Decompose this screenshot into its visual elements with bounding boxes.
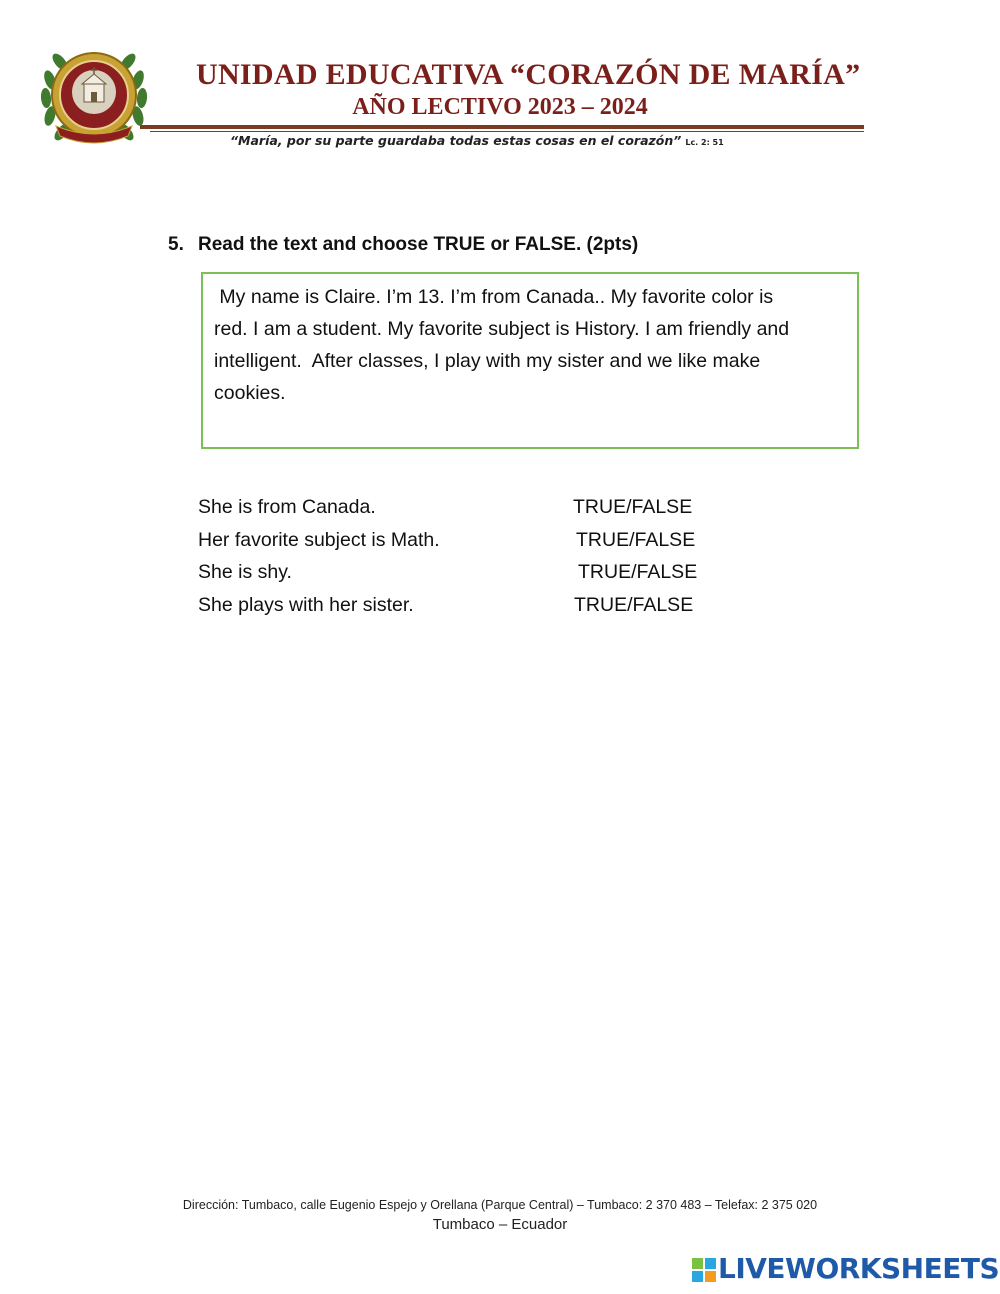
liveworksheets-icon [692,1258,716,1282]
exercise-number: 5. [168,234,184,255]
true-false-choice[interactable]: TRUE/FALSE [578,561,698,583]
reading-passage [214,281,846,409]
true-false-choice[interactable]: TRUE/FALSE [574,593,694,616]
statement-text: She plays with her sister. [198,593,414,616]
liveworksheets-wordmark: LIVEWORKSHEETS [718,1252,1000,1285]
liveworksheets-logo[interactable] [692,1252,1000,1286]
passage-line: My name is Claire. I’m 13. I’m from Canada.. My favorite color is [214,286,774,308]
school-name: UNIDAD EDUCATIVA “CORAZÓN DE MARÍA” [196,58,861,91]
true-false-list [198,491,718,621]
exercise-instruction [168,234,868,256]
statement-row [198,589,718,622]
statement-row [198,556,718,589]
passage-line: cookies. [214,382,286,404]
school-seal-logo [36,40,152,150]
bible-quote [230,133,790,148]
true-false-choice[interactable]: TRUE/FALSE [573,496,693,518]
true-false-choice[interactable]: TRUE/FALSE [576,528,696,551]
passage-line: red. I am a student. My favorite subject is History. I am friendly and [214,318,790,340]
exercise-instruction-text: Read the text and choose TRUE or FALSE. (2pts) [198,234,639,255]
bible-quote-reference: Lc. 2: 51 [685,138,724,147]
statement-text: She is from Canada. [198,496,376,518]
school-year: AÑO LECTIVO 2023 – 2024 [352,94,648,120]
statement-text: Her favorite subject is Math. [198,528,440,551]
header-divider-thin [150,131,864,132]
statement-row [198,524,718,557]
header-divider [140,125,864,129]
footer-address: Dirección: Tumbaco, calle Eugenio Espejo y Orellana (Parque Central) – Tumbaco: 2 370 483 – Telefax: 2 375 020 [182,1198,818,1212]
bible-quote-text: “María, por su parte guardaba todas estas cosas en el corazón” [230,133,682,148]
footer-location: Tumbaco – Ecuador [432,1216,568,1233]
statement-text: She is shy. [198,561,292,583]
statement-row [198,491,718,524]
passage-line: intelligent. After classes, I play with my sister and we like make [214,350,761,372]
